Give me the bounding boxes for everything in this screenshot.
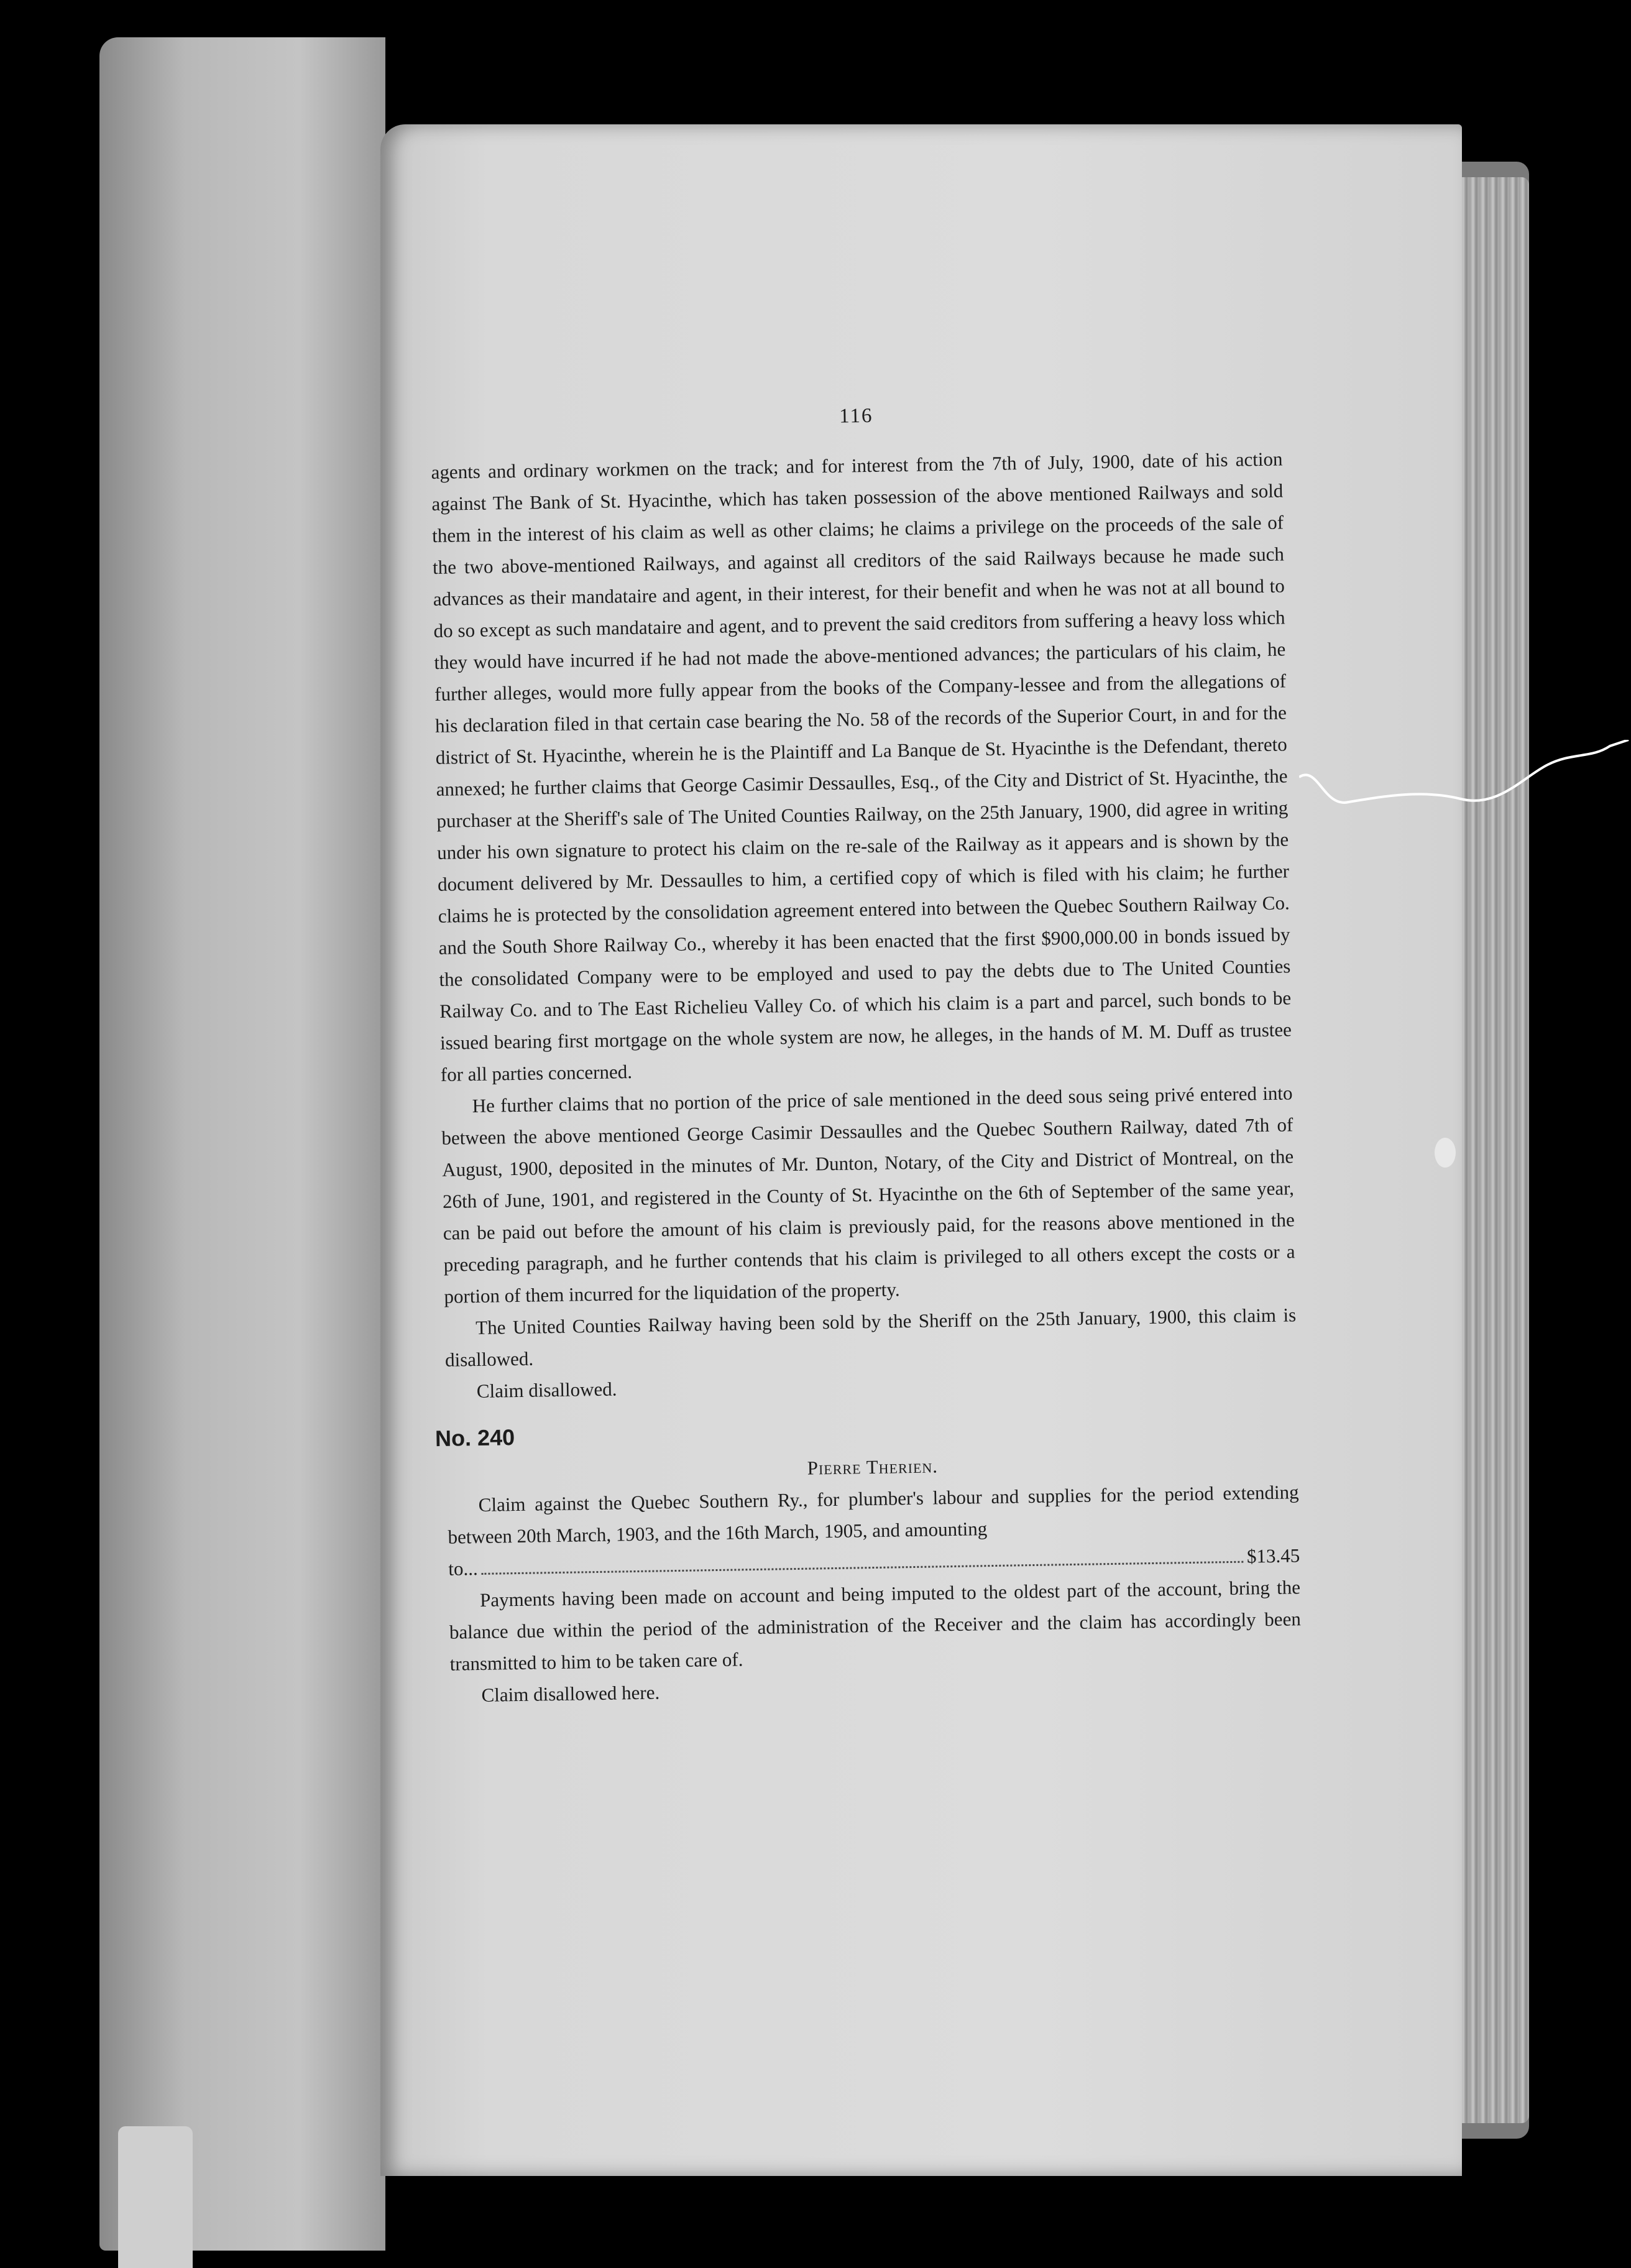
amount-prefix: to... <box>448 1557 478 1580</box>
claim-amount: $13.45 <box>1246 1544 1300 1567</box>
paragraph-payments: Payments having been made on account and being imputed to the oldest part of the account, bring the balance due within the period of the administration of the Receiver and the claim has accordingly been transmitted to him to be taken care of. <box>449 1576 1302 1675</box>
paragraph-claim-continuation: agents and ordinary workmen on the track; and for interest from the 7th of July, 1900, date of his action against The Bank of St. Hyacinthe, which has taken possession of the above mentioned Railways and sold them in the interest of his claim as well as other claims; he claims a privilege on the proceeds of the sale of the two above-mentioned Railways, and against all creditors of the said Railways because he made such advances as their mandataire and agent, in their interest, for their benefit and when he was not at all bound to do so except as such mandataire and agent, and to prevent the said creditors from suffering a heavy loss which they would have incurred if he had not made the above-mentioned advances; the particulars of his claim, he further alleges, would more fully appear from the books of the Company-lessee and from the allegations of his declaration filed in that certain case bearing the No. 58 of the records of the Superior Court, in and for the district of St. Hyacinthe, wherein he is the Plaintiff and La Banque de St. Hyacinthe is the Defendant, thereto annexed; he further claims that George Casimir Dessaulles, Esq., of the City and District of St. Hyacinthe, the purchaser at the Sheriff's sale of The United Counties Railway, on the 25th January, 1900, did agree in writing under his own signature to protect his claim on the re-sale of the Railway as it appears and is shown by the document delivered by Mr. Dessaulles to him, a certified copy of which is filed with his claim; he further claims he is protected by the consolidation agreement entered into between the Quebec Southern Railway Co. and the South Shore Railway Co., whereby it has been enacted that the first $900,000.00 in bonds issued by the consolidated Company were to be employed and used to pay the debts due to The United Counties Railway Co. and to The East Richelieu Valley Co. of which his claim is a part and parcel, such bonds to be issued bearing first mortgage on the whole system are now, he alleges, in the hands of M. M. Duff as trustee for all parties concerned. <box>431 448 1292 1086</box>
leader-dots <box>482 1561 1243 1575</box>
left-page <box>99 37 385 2251</box>
paper-speck <box>1435 1138 1456 1168</box>
paragraph-claim-disallowed-here: Claim disallowed here. <box>481 1681 660 1706</box>
text-block <box>430 394 1302 1711</box>
page-number: 116 <box>838 404 873 428</box>
document-page <box>380 124 1462 2176</box>
claim-description: Claim against the Quebec Southern Ry., for plumber's labour and supplies for the period extending between 20th March, 1903, and the 16th March, 1905, and amounting <box>448 1481 1299 1548</box>
claimant-name: Pierre Therien. <box>807 1455 939 1479</box>
pen-squiggle-mark <box>1299 740 1631 827</box>
paragraph-claim-disallowed: Claim disallowed. <box>476 1378 617 1403</box>
paragraph-disallowance-reason: The United Counties Railway having been sold by the Sheriff on the 25th January, 1900, this claim is disallowed. <box>444 1304 1297 1371</box>
left-page-tab <box>118 2126 193 2268</box>
paragraph-further-claims: He further claims that no portion of the price of sale mentioned in the deed sous seing privé entered into between the above mentioned George Casimir Dessaulles and the Quebec Southern Railway, dated 7th of August, 1900, deposited in the minutes of Mr. Dunton, Notary, of the City and District of Montreal, on the 26th of June, 1901, and registered in the County of St. Hyacinthe on the 6th of September of the same year, can be paid out before the amount of his claim is previously paid, for the reasons above mentioned in the preceding paragraph, and he further contends that his claim is privileged to all others except the costs or a portion of them incurred for the liquidation of the property. <box>441 1082 1295 1307</box>
claim-heading: No. 240 <box>434 1424 515 1452</box>
